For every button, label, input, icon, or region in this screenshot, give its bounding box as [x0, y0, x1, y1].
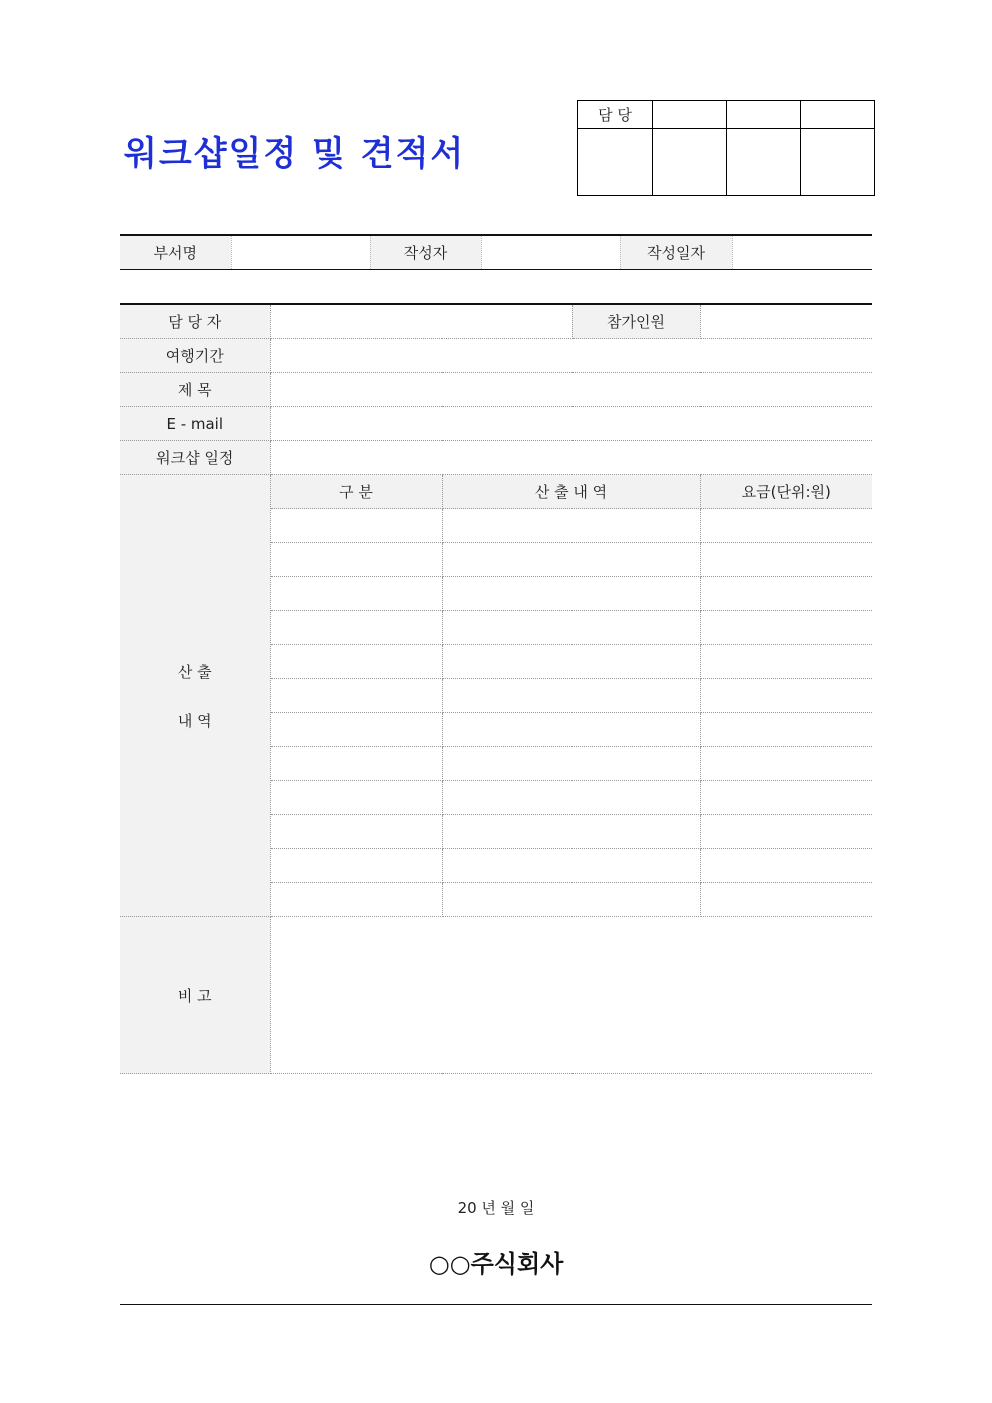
calc-detail-cell[interactable] [442, 713, 700, 747]
calc-detail-cell[interactable] [442, 543, 700, 577]
calc-fee-cell[interactable] [700, 645, 872, 679]
calc-fee-cell[interactable] [700, 679, 872, 713]
approval-label: 담 당 [578, 101, 653, 129]
participants-field[interactable] [700, 304, 872, 339]
calc-header-category: 구 분 [270, 475, 442, 509]
schedule-label: 워크샵 일정 [120, 441, 270, 475]
calc-category-cell[interactable] [270, 849, 442, 883]
document-title: 워크샵일정 및 견적서 [124, 134, 466, 174]
workshop-form [120, 303, 872, 1074]
period-label: 여행기간 [120, 339, 270, 373]
calc-category-cell[interactable] [270, 577, 442, 611]
calc-fee-cell[interactable] [700, 883, 872, 917]
period-field[interactable] [270, 339, 872, 373]
remarks-field[interactable] [270, 917, 872, 1074]
schedule-field[interactable] [270, 441, 872, 475]
calc-category-cell[interactable] [270, 781, 442, 815]
subject-label: 제 목 [120, 373, 270, 407]
calc-detail-cell[interactable] [442, 577, 700, 611]
dept-field[interactable] [231, 235, 370, 270]
email-label: E - mail [120, 407, 270, 441]
calc-detail-cell[interactable] [442, 883, 700, 917]
calc-label-line-2: 내 역 [177, 711, 212, 730]
approval-sign-4[interactable] [801, 129, 875, 196]
calc-category-cell[interactable] [270, 543, 442, 577]
calc-label [120, 475, 270, 917]
approval-sign-3[interactable] [727, 129, 801, 196]
calc-detail-cell[interactable] [442, 815, 700, 849]
calc-category-cell[interactable] [270, 747, 442, 781]
approval-slot-4-header[interactable] [801, 101, 875, 129]
date-field[interactable] [732, 235, 872, 270]
footer-divider [120, 1304, 872, 1305]
calc-category-cell[interactable] [270, 645, 442, 679]
subject-field[interactable] [270, 373, 872, 407]
approval-sign-2[interactable] [653, 129, 727, 196]
writer-label: 작성자 [370, 235, 481, 270]
calc-detail-cell[interactable] [442, 645, 700, 679]
calc-fee-cell[interactable] [700, 747, 872, 781]
calc-fee-cell[interactable] [700, 543, 872, 577]
calc-fee-cell[interactable] [700, 577, 872, 611]
footer-date: 20 년 월 일 [457, 1199, 535, 1217]
participants-label: 참가인원 [572, 304, 700, 339]
calc-category-cell[interactable] [270, 679, 442, 713]
info-row [120, 234, 872, 270]
calc-fee-cell[interactable] [700, 849, 872, 883]
manager-label: 담 당 자 [120, 304, 270, 339]
calc-fee-cell[interactable] [700, 781, 872, 815]
remarks-label: 비 고 [120, 917, 270, 1074]
approval-box [577, 100, 875, 196]
calc-fee-cell[interactable] [700, 815, 872, 849]
calc-detail-cell[interactable] [442, 849, 700, 883]
dept-label: 부서명 [120, 235, 231, 270]
approval-slot-3-header[interactable] [727, 101, 801, 129]
calc-fee-cell[interactable] [700, 509, 872, 543]
writer-field[interactable] [481, 235, 620, 270]
company-name: ○○주식회사 [428, 1250, 564, 1278]
calc-label-line-1: 산 출 [177, 662, 212, 681]
calc-detail-cell[interactable] [442, 747, 700, 781]
calc-detail-cell[interactable] [442, 509, 700, 543]
calc-category-cell[interactable] [270, 883, 442, 917]
date-label: 작성일자 [620, 235, 732, 270]
calc-category-cell[interactable] [270, 713, 442, 747]
approval-sign-1[interactable] [578, 129, 653, 196]
calc-detail-cell[interactable] [442, 611, 700, 645]
calc-category-cell[interactable] [270, 815, 442, 849]
approval-slot-2-header[interactable] [653, 101, 727, 129]
calc-category-cell[interactable] [270, 611, 442, 645]
calc-header-fee: 요금(단위:원) [700, 475, 872, 509]
calc-detail-cell[interactable] [442, 679, 700, 713]
calc-category-cell[interactable] [270, 509, 442, 543]
calc-fee-cell[interactable] [700, 713, 872, 747]
calc-fee-cell[interactable] [700, 611, 872, 645]
manager-field[interactable] [270, 304, 572, 339]
email-field[interactable] [270, 407, 872, 441]
calc-detail-cell[interactable] [442, 781, 700, 815]
calc-header-detail: 산 출 내 역 [442, 475, 700, 509]
